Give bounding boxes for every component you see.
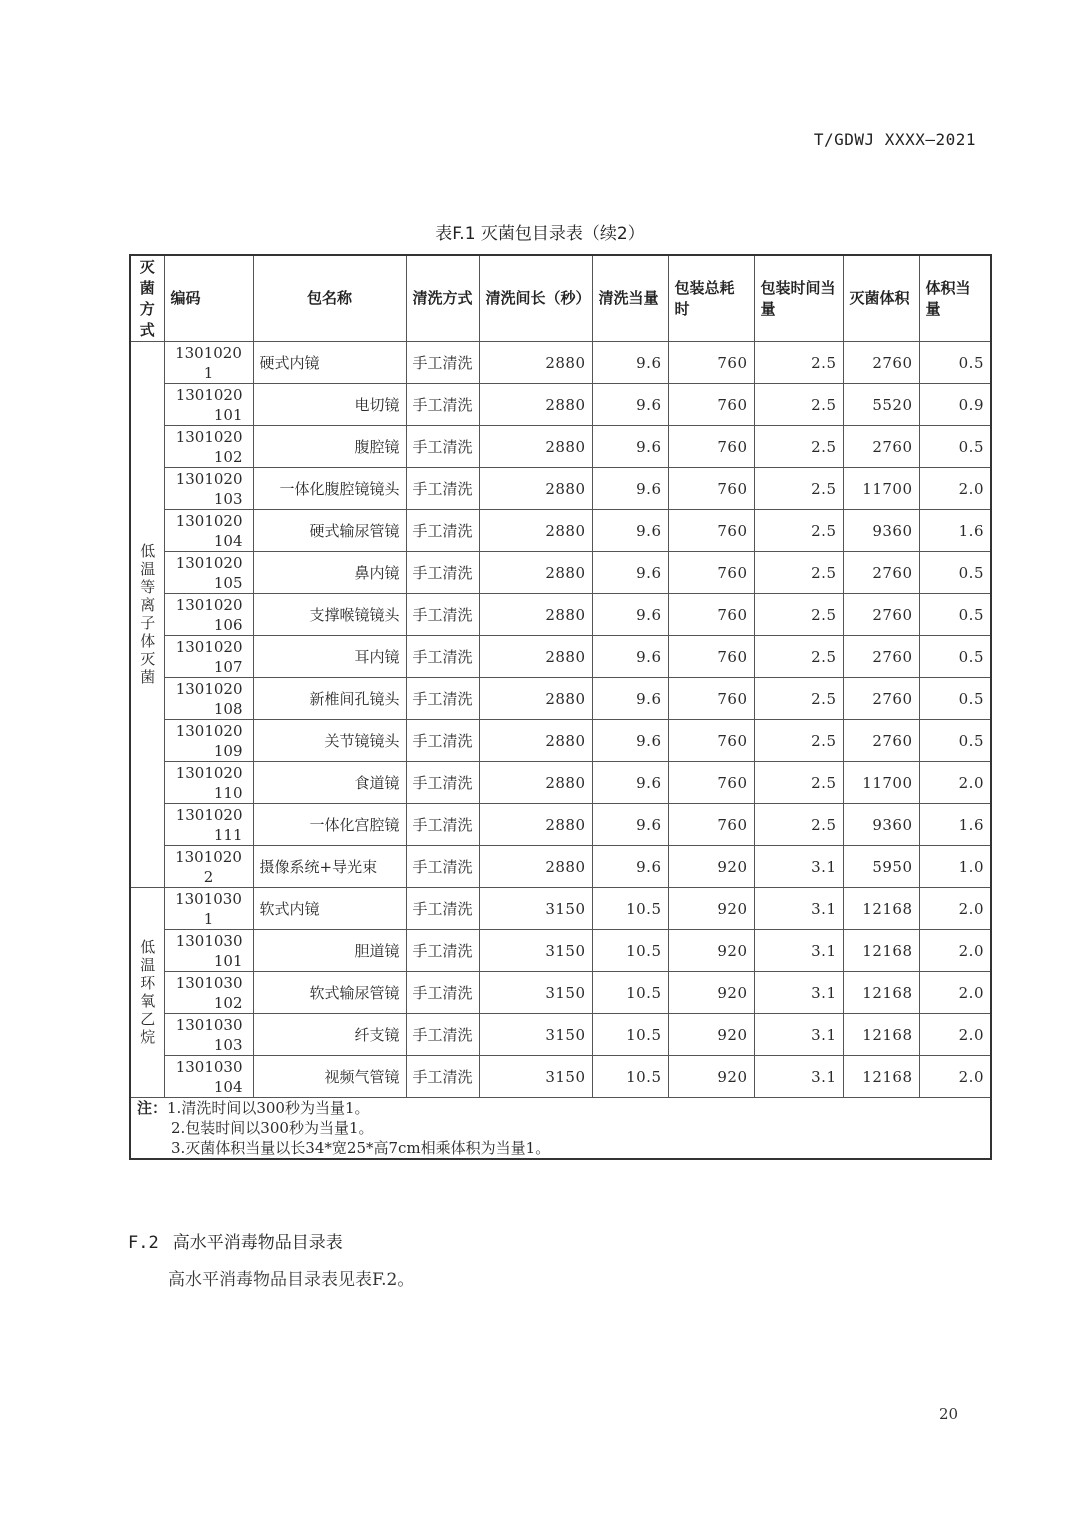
pack-eq-cell: 3.1 bbox=[754, 888, 843, 930]
header-name: 包名称 bbox=[253, 255, 406, 342]
pack-name-cell: 鼻内镜 bbox=[253, 552, 406, 594]
clean-mode-cell: 手工清洗 bbox=[406, 972, 479, 1014]
pack-eq-cell: 2.5 bbox=[754, 468, 843, 510]
table-row bbox=[130, 552, 991, 594]
table-row bbox=[130, 468, 991, 510]
code-cell: 1301020111 bbox=[164, 804, 253, 846]
page-number: 20 bbox=[939, 1405, 959, 1423]
pack-name-cell: 腹腔镜 bbox=[253, 426, 406, 468]
clean-eq-cell: 9.6 bbox=[592, 762, 668, 804]
code-cell: 1301020109 bbox=[164, 720, 253, 762]
clean-mode-cell: 手工清洗 bbox=[406, 552, 479, 594]
volume-cell: 2760 bbox=[843, 342, 919, 384]
table-row bbox=[130, 762, 991, 804]
clean-duration-cell: 2880 bbox=[479, 426, 592, 468]
clean-eq-cell: 9.6 bbox=[592, 594, 668, 636]
table-row bbox=[130, 846, 991, 888]
pack-eq-cell: 2.5 bbox=[754, 426, 843, 468]
clean-mode-cell: 手工清洗 bbox=[406, 762, 479, 804]
clean-duration-cell: 2880 bbox=[479, 846, 592, 888]
volume-eq-cell: 2.0 bbox=[919, 972, 991, 1014]
clean-eq-cell: 9.6 bbox=[592, 342, 668, 384]
clean-eq-cell: 10.5 bbox=[592, 930, 668, 972]
table-caption: 表F.1 灭菌包目录表（续2） bbox=[435, 224, 645, 244]
pack-time-cell: 920 bbox=[668, 1014, 754, 1056]
clean-mode-cell: 手工清洗 bbox=[406, 384, 479, 426]
table-row bbox=[130, 384, 991, 426]
pack-eq-cell: 2.5 bbox=[754, 384, 843, 426]
clean-duration-cell: 2880 bbox=[479, 384, 592, 426]
clean-duration-cell: 2880 bbox=[479, 720, 592, 762]
pack-name-cell: 耳内镜 bbox=[253, 636, 406, 678]
clean-mode-cell: 手工清洗 bbox=[406, 678, 479, 720]
volume-eq-cell: 2.0 bbox=[919, 930, 991, 972]
volume-cell: 2760 bbox=[843, 636, 919, 678]
pack-time-cell: 920 bbox=[668, 1056, 754, 1098]
header-clean-duration: 清洗间长（秒） bbox=[479, 255, 592, 342]
clean-eq-cell: 9.6 bbox=[592, 468, 668, 510]
clean-duration-cell: 2880 bbox=[479, 678, 592, 720]
table-row bbox=[130, 594, 991, 636]
clean-mode-cell: 手工清洗 bbox=[406, 888, 479, 930]
clean-duration-cell: 2880 bbox=[479, 804, 592, 846]
table-row bbox=[130, 804, 991, 846]
volume-cell: 12168 bbox=[843, 888, 919, 930]
pack-eq-cell: 3.1 bbox=[754, 846, 843, 888]
table-row bbox=[130, 342, 991, 384]
clean-duration-cell: 2880 bbox=[479, 594, 592, 636]
header-pack-eq: 包装时间当量 bbox=[754, 255, 843, 342]
clean-mode-cell: 手工清洗 bbox=[406, 342, 479, 384]
volume-cell: 2760 bbox=[843, 552, 919, 594]
header-code: 编码 bbox=[164, 255, 253, 342]
header-volume-eq: 体积当量 bbox=[919, 255, 991, 342]
clean-eq-cell: 9.6 bbox=[592, 804, 668, 846]
clean-duration-cell: 2880 bbox=[479, 510, 592, 552]
pack-time-cell: 920 bbox=[668, 888, 754, 930]
clean-duration-cell: 3150 bbox=[479, 930, 592, 972]
code-cell: 1301020107 bbox=[164, 636, 253, 678]
table-header-row bbox=[130, 255, 991, 342]
pack-eq-cell: 2.5 bbox=[754, 342, 843, 384]
code-cell: 1301020103 bbox=[164, 468, 253, 510]
volume-eq-cell: 2.0 bbox=[919, 1014, 991, 1056]
volume-eq-cell: 1.0 bbox=[919, 846, 991, 888]
volume-cell: 11700 bbox=[843, 468, 919, 510]
volume-cell: 11700 bbox=[843, 762, 919, 804]
clean-eq-cell: 9.6 bbox=[592, 720, 668, 762]
volume-eq-cell: 0.5 bbox=[919, 636, 991, 678]
header-clean-mode: 清洗方式 bbox=[406, 255, 479, 342]
volume-cell: 9360 bbox=[843, 510, 919, 552]
pack-eq-cell: 3.1 bbox=[754, 930, 843, 972]
table-row bbox=[130, 1014, 991, 1056]
volume-cell: 12168 bbox=[843, 1056, 919, 1098]
clean-mode-cell: 手工清洗 bbox=[406, 510, 479, 552]
code-cell: 1301020105 bbox=[164, 552, 253, 594]
code-cell: 1301020101 bbox=[164, 384, 253, 426]
pack-time-cell: 760 bbox=[668, 636, 754, 678]
volume-eq-cell: 2.0 bbox=[919, 762, 991, 804]
clean-duration-cell: 2880 bbox=[479, 636, 592, 678]
section-title: 高水平消毒物品目录表 bbox=[172, 1233, 343, 1253]
code-cell: 1301020108 bbox=[164, 678, 253, 720]
header-volume: 灭菌体积 bbox=[843, 255, 919, 342]
pack-name-cell: 支撑喉镜镜头 bbox=[253, 594, 406, 636]
clean-eq-cell: 9.6 bbox=[592, 510, 668, 552]
code-cell: 13010202 bbox=[164, 846, 253, 888]
clean-eq-cell: 9.6 bbox=[592, 384, 668, 426]
sterilization-method-cell: 低温环氧乙烷 bbox=[130, 888, 164, 1098]
pack-time-cell: 920 bbox=[668, 972, 754, 1014]
pack-eq-cell: 3.1 bbox=[754, 1014, 843, 1056]
volume-eq-cell: 2.0 bbox=[919, 468, 991, 510]
volume-cell: 2760 bbox=[843, 594, 919, 636]
pack-eq-cell: 2.5 bbox=[754, 762, 843, 804]
pack-eq-cell: 2.5 bbox=[754, 678, 843, 720]
pack-time-cell: 760 bbox=[668, 426, 754, 468]
table-notes bbox=[130, 1098, 991, 1160]
code-cell: 1301030103 bbox=[164, 1014, 253, 1056]
volume-cell: 12168 bbox=[843, 1014, 919, 1056]
pack-time-cell: 760 bbox=[668, 384, 754, 426]
pack-time-cell: 920 bbox=[668, 930, 754, 972]
pack-name-cell: 纤支镜 bbox=[253, 1014, 406, 1056]
clean-duration-cell: 3150 bbox=[479, 1056, 592, 1098]
pack-time-cell: 760 bbox=[668, 468, 754, 510]
pack-name-cell: 一体化宫腔镜 bbox=[253, 804, 406, 846]
code-cell: 1301030101 bbox=[164, 930, 253, 972]
pack-name-cell: 硬式输尿管镜 bbox=[253, 510, 406, 552]
clean-duration-cell: 3150 bbox=[479, 888, 592, 930]
volume-eq-cell: 0.5 bbox=[919, 678, 991, 720]
code-cell: 1301020106 bbox=[164, 594, 253, 636]
volume-eq-cell: 2.0 bbox=[919, 888, 991, 930]
volume-eq-cell: 0.5 bbox=[919, 552, 991, 594]
pack-time-cell: 760 bbox=[668, 510, 754, 552]
pack-name-cell: 摄像系统+导光束 bbox=[253, 846, 406, 888]
table-row bbox=[130, 888, 991, 930]
volume-cell: 9360 bbox=[843, 804, 919, 846]
clean-eq-cell: 9.6 bbox=[592, 552, 668, 594]
header-clean-eq: 清洗当量 bbox=[592, 255, 668, 342]
clean-mode-cell: 手工清洗 bbox=[406, 468, 479, 510]
clean-duration-cell: 3150 bbox=[479, 972, 592, 1014]
clean-eq-cell: 10.5 bbox=[592, 972, 668, 1014]
clean-eq-cell: 10.5 bbox=[592, 1056, 668, 1098]
notes-label: 注： bbox=[137, 1099, 168, 1117]
table-row bbox=[130, 678, 991, 720]
pack-time-cell: 760 bbox=[668, 594, 754, 636]
pack-name-cell: 软式内镜 bbox=[253, 888, 406, 930]
clean-duration-cell: 2880 bbox=[479, 342, 592, 384]
notes-row bbox=[130, 1098, 991, 1160]
volume-eq-cell: 2.0 bbox=[919, 1056, 991, 1098]
section-number: F.2 bbox=[128, 1233, 159, 1253]
pack-name-cell: 视频气管镜 bbox=[253, 1056, 406, 1098]
clean-mode-cell: 手工清洗 bbox=[406, 720, 479, 762]
pack-name-cell: 硬式内镜 bbox=[253, 342, 406, 384]
clean-mode-cell: 手工清洗 bbox=[406, 1014, 479, 1056]
clean-duration-cell: 2880 bbox=[479, 762, 592, 804]
header-pack-time: 包装总耗时 bbox=[668, 255, 754, 342]
table-row bbox=[130, 720, 991, 762]
volume-eq-cell: 0.5 bbox=[919, 594, 991, 636]
pack-eq-cell: 2.5 bbox=[754, 636, 843, 678]
table-row bbox=[130, 930, 991, 972]
volume-cell: 2760 bbox=[843, 678, 919, 720]
pack-name-cell: 新椎间孔镜头 bbox=[253, 678, 406, 720]
table-row bbox=[130, 972, 991, 1014]
table-row bbox=[130, 1056, 991, 1098]
clean-mode-cell: 手工清洗 bbox=[406, 846, 479, 888]
pack-time-cell: 760 bbox=[668, 552, 754, 594]
clean-mode-cell: 手工清洗 bbox=[406, 594, 479, 636]
volume-eq-cell: 1.6 bbox=[919, 510, 991, 552]
pack-eq-cell: 2.5 bbox=[754, 720, 843, 762]
clean-mode-cell: 手工清洗 bbox=[406, 426, 479, 468]
pack-name-cell: 关节镜镜头 bbox=[253, 720, 406, 762]
clean-mode-cell: 手工清洗 bbox=[406, 636, 479, 678]
pack-eq-cell: 2.5 bbox=[754, 552, 843, 594]
volume-cell: 5950 bbox=[843, 846, 919, 888]
pack-time-cell: 760 bbox=[668, 678, 754, 720]
pack-time-cell: 760 bbox=[668, 804, 754, 846]
table-row bbox=[130, 636, 991, 678]
clean-duration-cell: 2880 bbox=[479, 552, 592, 594]
volume-cell: 2760 bbox=[843, 426, 919, 468]
pack-eq-cell: 3.1 bbox=[754, 972, 843, 1014]
clean-eq-cell: 9.6 bbox=[592, 846, 668, 888]
pack-time-cell: 760 bbox=[668, 720, 754, 762]
section-body: 高水平消毒物品目录表见表F.2。 bbox=[168, 1270, 415, 1290]
pack-eq-cell: 2.5 bbox=[754, 594, 843, 636]
pack-name-cell: 电切镜 bbox=[253, 384, 406, 426]
header-method: 灭菌方式 bbox=[130, 255, 164, 342]
clean-mode-cell: 手工清洗 bbox=[406, 804, 479, 846]
sterilization-pack-catalog-table bbox=[129, 254, 992, 1160]
code-cell: 13010301 bbox=[164, 888, 253, 930]
clean-eq-cell: 9.6 bbox=[592, 678, 668, 720]
volume-cell: 5520 bbox=[843, 384, 919, 426]
volume-eq-cell: 0.9 bbox=[919, 384, 991, 426]
clean-eq-cell: 10.5 bbox=[592, 888, 668, 930]
section-heading bbox=[128, 1228, 343, 1253]
clean-duration-cell: 3150 bbox=[479, 1014, 592, 1056]
pack-name-cell: 软式输尿管镜 bbox=[253, 972, 406, 1014]
pack-name-cell: 食道镜 bbox=[253, 762, 406, 804]
volume-eq-cell: 0.5 bbox=[919, 342, 991, 384]
catalog-table-container bbox=[129, 254, 990, 1160]
note-3: 3.灭菌体积当量以长34*宽25*高7cm相乘体积为当量1。 bbox=[171, 1139, 551, 1157]
code-cell: 1301030102 bbox=[164, 972, 253, 1014]
clean-mode-cell: 手工清洗 bbox=[406, 930, 479, 972]
pack-name-cell: 胆道镜 bbox=[253, 930, 406, 972]
pack-time-cell: 920 bbox=[668, 846, 754, 888]
volume-cell: 12168 bbox=[843, 930, 919, 972]
volume-eq-cell: 0.5 bbox=[919, 720, 991, 762]
pack-time-cell: 760 bbox=[668, 342, 754, 384]
clean-mode-cell: 手工清洗 bbox=[406, 1056, 479, 1098]
code-cell: 1301020104 bbox=[164, 510, 253, 552]
pack-name-cell: 一体化腹腔镜镜头 bbox=[253, 468, 406, 510]
volume-eq-cell: 0.5 bbox=[919, 426, 991, 468]
code-cell: 1301020110 bbox=[164, 762, 253, 804]
clean-eq-cell: 9.6 bbox=[592, 426, 668, 468]
code-cell: 13010201 bbox=[164, 342, 253, 384]
table-row bbox=[130, 426, 991, 468]
clean-duration-cell: 2880 bbox=[479, 468, 592, 510]
sterilization-method-cell: 低温等离子体灭菌 bbox=[130, 342, 164, 888]
volume-eq-cell: 1.6 bbox=[919, 804, 991, 846]
table-body bbox=[130, 342, 991, 1098]
pack-eq-cell: 2.5 bbox=[754, 804, 843, 846]
pack-eq-cell: 2.5 bbox=[754, 510, 843, 552]
volume-cell: 12168 bbox=[843, 972, 919, 1014]
code-cell: 1301020102 bbox=[164, 426, 253, 468]
clean-eq-cell: 10.5 bbox=[592, 1014, 668, 1056]
code-cell: 1301030104 bbox=[164, 1056, 253, 1098]
note-2: 2.包装时间以300秒为当量1。 bbox=[171, 1119, 374, 1137]
pack-eq-cell: 3.1 bbox=[754, 1056, 843, 1098]
note-1: 注：1.清洗时间以300秒为当量1。 bbox=[137, 1099, 370, 1117]
volume-cell: 2760 bbox=[843, 720, 919, 762]
table-row bbox=[130, 510, 991, 552]
document-code: T/GDWJ XXXX—2021 bbox=[813, 130, 976, 149]
pack-time-cell: 760 bbox=[668, 762, 754, 804]
clean-eq-cell: 9.6 bbox=[592, 636, 668, 678]
